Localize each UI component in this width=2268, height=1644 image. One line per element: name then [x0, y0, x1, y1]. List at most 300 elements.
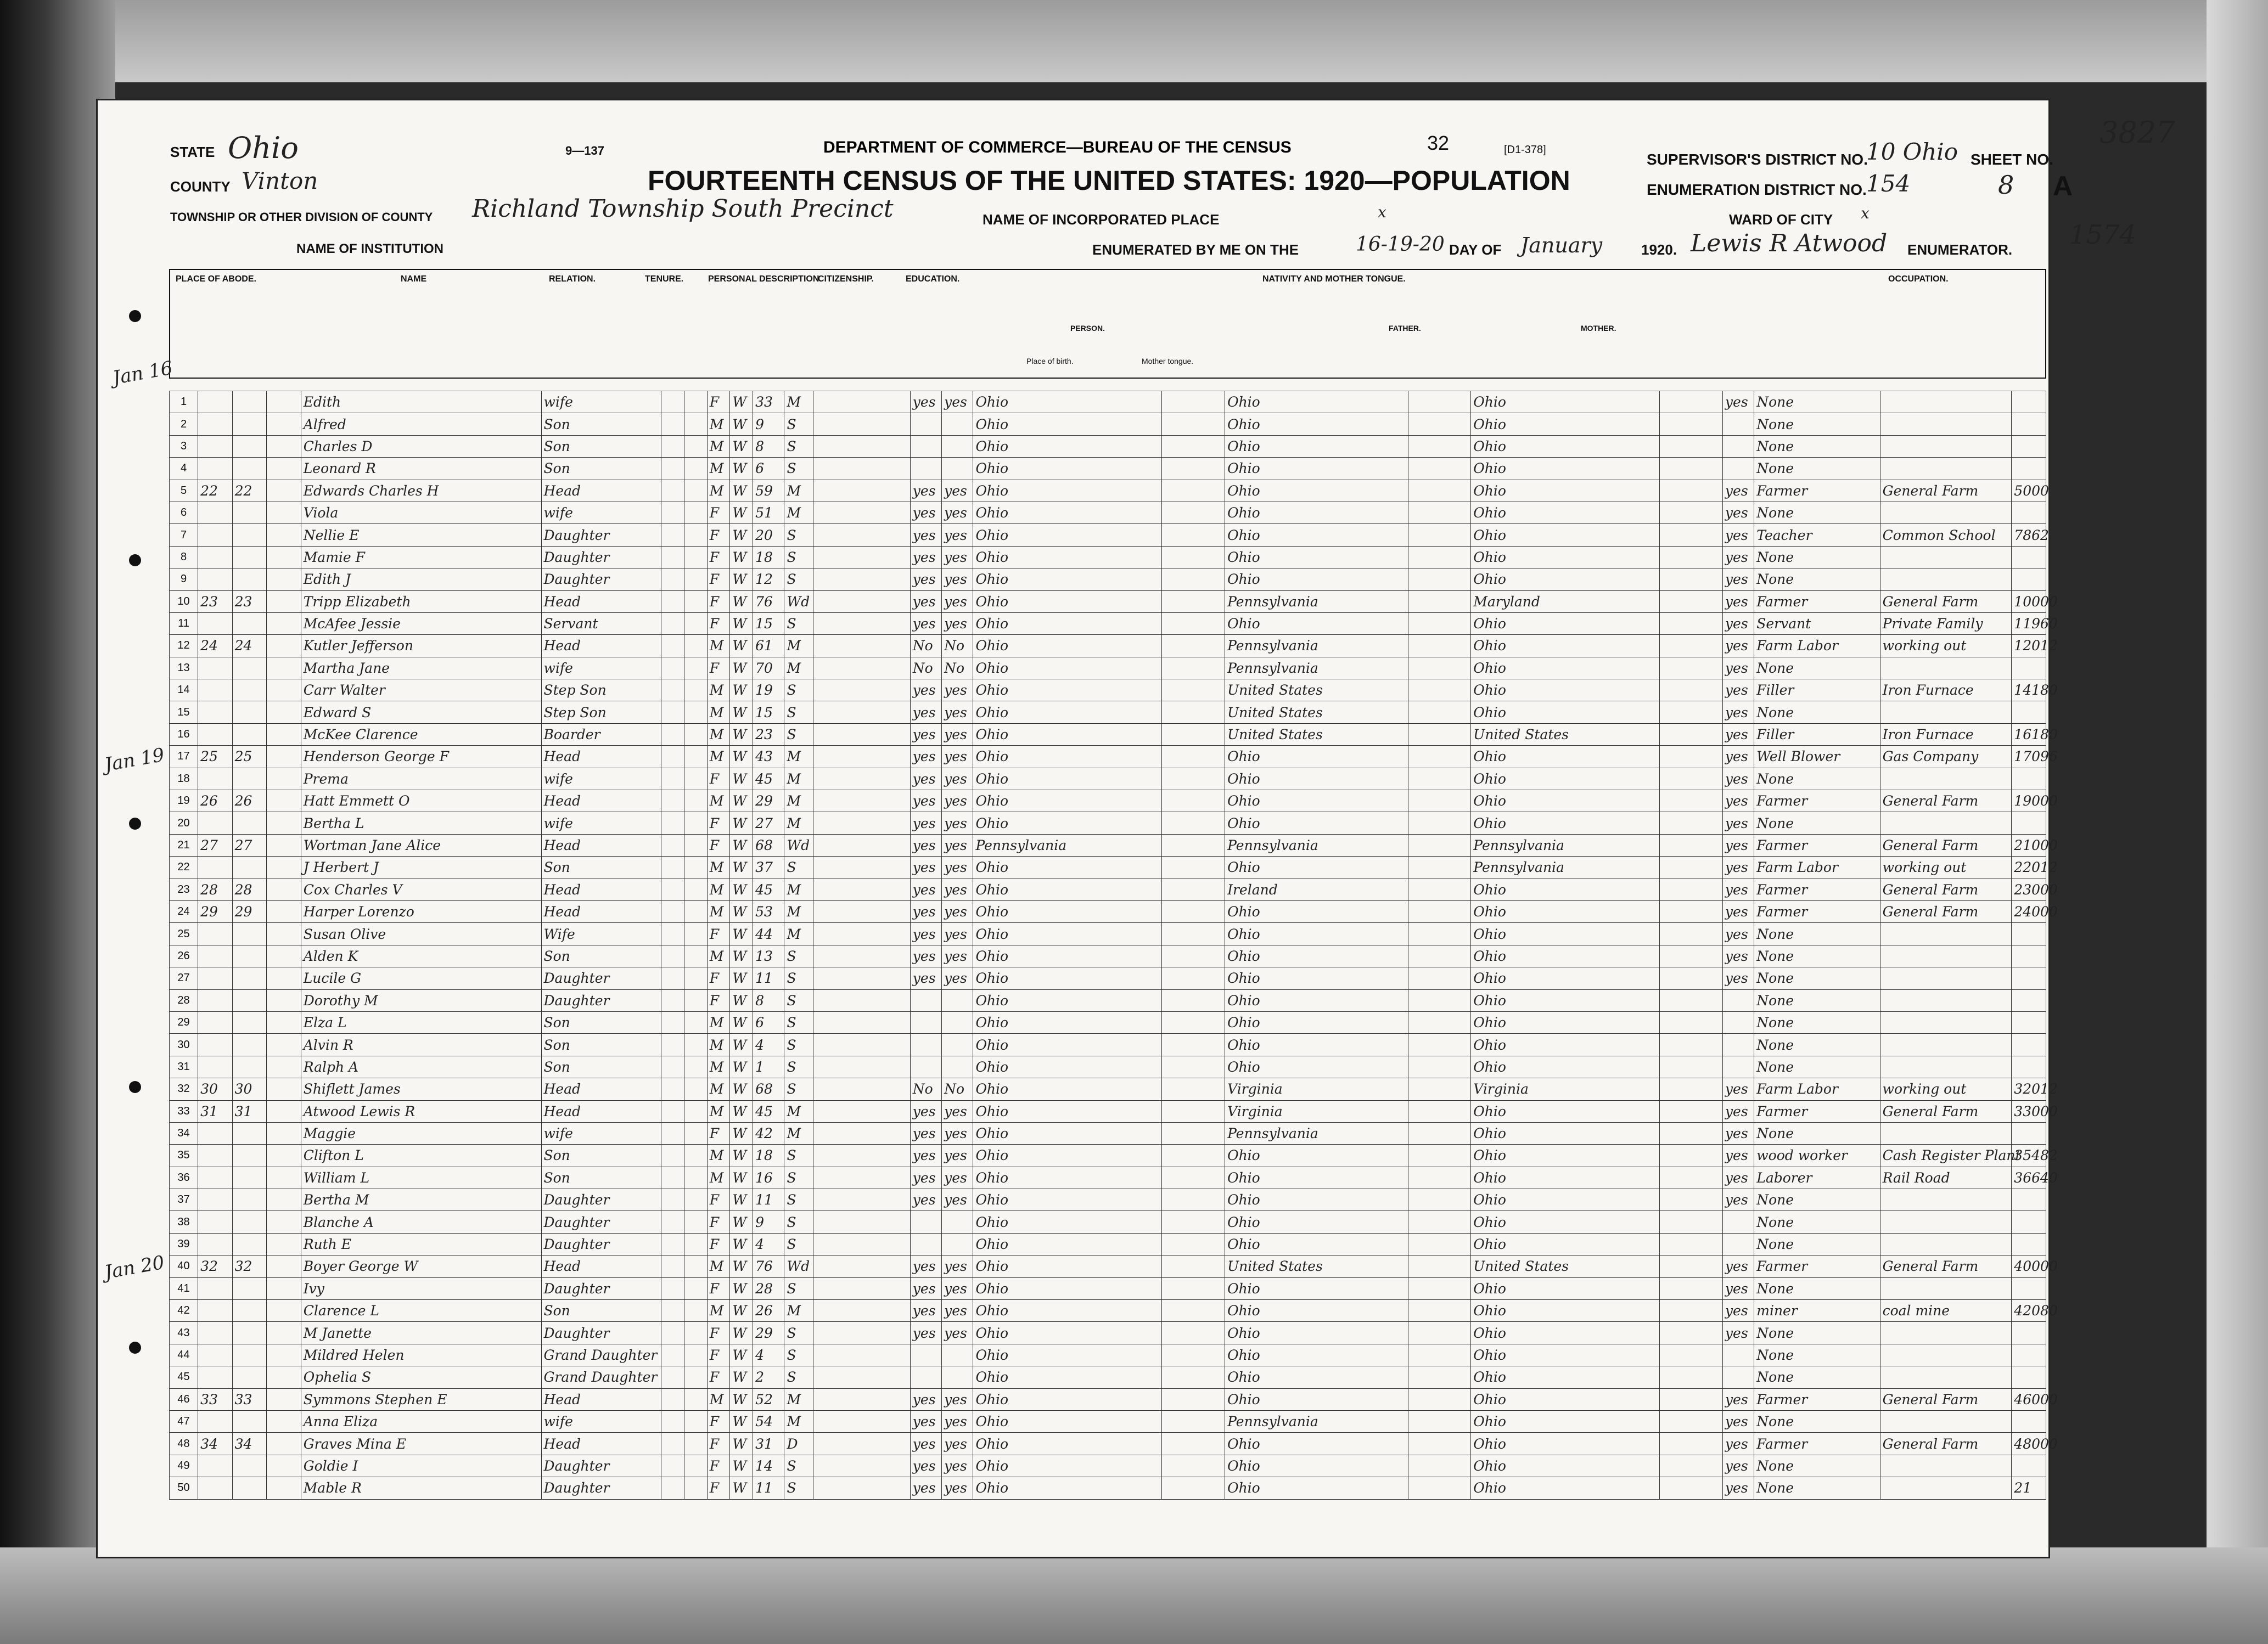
sex-cell: M: [707, 480, 730, 502]
race-cell: W: [730, 900, 753, 922]
age-cell: 12: [753, 568, 784, 590]
speaks-english-cell: yes: [1722, 679, 1754, 701]
father-tongue-cell: [1408, 1455, 1471, 1477]
township-label: TOWNSHIP OR OTHER DIVISION OF COUNTY: [170, 210, 433, 224]
census-row: [170, 546, 2046, 568]
right-margin-cell: [2012, 1211, 2046, 1233]
dwelling-number-cell: [198, 1277, 233, 1299]
person-name-cell: McKee Clarence: [301, 723, 541, 745]
mother-tongue-cell: [1162, 879, 1225, 900]
sheet-value: 8: [1998, 170, 2014, 200]
age-cell: 31: [753, 1433, 784, 1455]
dwelling-number-cell: [198, 1344, 233, 1366]
occupation-cell: None: [1754, 945, 1880, 967]
relation-cell: Head: [541, 790, 661, 812]
mother-birthplace-cell: Ohio: [1471, 1477, 1660, 1499]
tenure-cell: [661, 480, 684, 502]
dwelling-number-cell: 24: [198, 635, 233, 657]
father-tongue-cell: [1408, 546, 1471, 568]
speaks-english-cell: yes: [1722, 790, 1754, 812]
industry-cell: Common School: [1880, 524, 2012, 546]
father-birthplace-cell: Ohio: [1225, 1167, 1408, 1189]
mother-tongue2-cell: [1660, 679, 1723, 701]
age-cell: 11: [753, 1477, 784, 1499]
occupation-cell: Servant: [1754, 612, 1880, 634]
blank-cell: [267, 768, 301, 790]
enumerator-name: Lewis R Atwood: [1691, 229, 1888, 257]
mother-tongue2-cell: [1660, 1167, 1723, 1189]
family-number-cell: 34: [232, 1433, 267, 1455]
speaks-english-cell: [1722, 1344, 1754, 1366]
read-cell: yes: [910, 1255, 941, 1277]
line-number-cell: 10: [170, 590, 198, 612]
father-tongue-cell: [1408, 524, 1471, 546]
dwelling-number-cell: [198, 546, 233, 568]
write-cell: yes: [942, 879, 973, 900]
dwelling-number-cell: 23: [198, 590, 233, 612]
person-name-cell: Elza L: [301, 1011, 541, 1033]
tenure-cell: [661, 1167, 684, 1189]
industry-cell: [1880, 967, 2012, 989]
speaks-english-cell: yes: [1722, 1433, 1754, 1455]
occupation-cell: Farmer: [1754, 900, 1880, 922]
person-name-cell: Susan Olive: [301, 923, 541, 945]
mother-tongue-cell: [1162, 635, 1225, 657]
father-birthplace-cell: Ohio: [1225, 1011, 1408, 1033]
write-cell: yes: [942, 391, 973, 413]
mortgage-cell: [684, 1433, 708, 1455]
sex-cell: F: [707, 546, 730, 568]
family-number-cell: 24: [232, 635, 267, 657]
speaks-english-cell: yes: [1722, 834, 1754, 856]
col-place-of-birth: Place of birth.: [1026, 357, 1074, 365]
mother-birthplace-cell: Ohio: [1471, 657, 1660, 679]
speaks-english-cell: yes: [1722, 812, 1754, 834]
relation-cell: Son: [541, 1167, 661, 1189]
birthplace-cell: Ohio: [973, 723, 1162, 745]
citizenship-cell: [813, 1145, 910, 1167]
tenure-cell: [661, 1233, 684, 1255]
citizenship-cell: [813, 1322, 910, 1344]
tenure-cell: [661, 834, 684, 856]
citizenship-cell: [813, 1410, 910, 1432]
relation-cell: Daughter: [541, 568, 661, 590]
birthplace-cell: Ohio: [973, 458, 1162, 480]
industry-cell: [1880, 435, 2012, 457]
occupation-cell: None: [1754, 812, 1880, 834]
occupation-cell: Filler: [1754, 679, 1880, 701]
citizenship-cell: [813, 480, 910, 502]
mortgage-cell: [684, 1167, 708, 1189]
age-cell: 26: [753, 1300, 784, 1322]
father-tongue-cell: [1408, 746, 1471, 768]
speaks-english-cell: yes: [1722, 900, 1754, 922]
tenure-cell: [661, 768, 684, 790]
industry-cell: [1880, 657, 2012, 679]
mother-birthplace-cell: Ohio: [1471, 1100, 1660, 1122]
mother-birthplace-cell: Ohio: [1471, 1344, 1660, 1366]
father-birthplace-cell: Ohio: [1225, 1322, 1408, 1344]
sex-cell: F: [707, 1322, 730, 1344]
marital-status-cell: M: [784, 391, 813, 413]
read-cell: yes: [910, 1100, 941, 1122]
census-row: [170, 657, 2046, 679]
citizenship-cell: [813, 701, 910, 723]
marital-status-cell: S: [784, 524, 813, 546]
incorporated-place-label: NAME OF INCORPORATED PLACE: [983, 211, 1220, 228]
industry-cell: [1880, 989, 2012, 1011]
tenure-cell: [661, 1322, 684, 1344]
relation-cell: Daughter: [541, 1211, 661, 1233]
institution-label: NAME OF INSTITUTION: [296, 241, 444, 256]
marital-status-cell: M: [784, 768, 813, 790]
right-margin-cell: 36640: [2012, 1167, 2046, 1189]
citizenship-cell: [813, 1189, 910, 1211]
speaks-english-cell: yes: [1722, 768, 1754, 790]
father-birthplace-cell: Ohio: [1225, 612, 1408, 634]
right-margin-cell: 46000: [2012, 1388, 2046, 1410]
page-title: FOURTEENTH CENSUS OF THE UNITED STATES: 1920—POPULATION: [648, 165, 1570, 196]
father-birthplace-cell: Ohio: [1225, 435, 1408, 457]
supervisor-district-value: 10 Ohio: [1866, 138, 1958, 165]
speaks-english-cell: yes: [1722, 746, 1754, 768]
father-birthplace-cell: Ohio: [1225, 1034, 1408, 1056]
sex-cell: M: [707, 701, 730, 723]
father-birthplace-cell: Ohio: [1225, 1189, 1408, 1211]
mother-tongue-cell: [1162, 391, 1225, 413]
family-number-cell: [232, 768, 267, 790]
tenure-cell: [661, 1455, 684, 1477]
occupation-cell: None: [1754, 1344, 1880, 1366]
right-margin-cell: 11960: [2012, 612, 2046, 634]
line-number-cell: 45: [170, 1366, 198, 1388]
occupation-cell: None: [1754, 1122, 1880, 1144]
enumerated-label: ENUMERATED BY ME ON THE: [1092, 241, 1299, 258]
read-cell: yes: [910, 568, 941, 590]
father-birthplace-cell: Ohio: [1225, 1145, 1408, 1167]
sex-cell: F: [707, 1233, 730, 1255]
person-name-cell: Goldie I: [301, 1455, 541, 1477]
marital-status-cell: M: [784, 480, 813, 502]
census-row: [170, 1233, 2046, 1255]
family-number-cell: [232, 1011, 267, 1033]
right-margin-cell: 14180: [2012, 679, 2046, 701]
census-row: [170, 413, 2046, 435]
person-name-cell: Dorothy M: [301, 989, 541, 1011]
birthplace-cell: Ohio: [973, 1145, 1162, 1167]
occupation-cell: None: [1754, 1011, 1880, 1033]
col-group-tenure: TENURE.: [645, 274, 684, 284]
read-cell: No: [910, 635, 941, 657]
line-number-cell: 3: [170, 435, 198, 457]
race-cell: W: [730, 857, 753, 879]
right-margin-cell: [2012, 923, 2046, 945]
occupation-cell: Farmer: [1754, 1388, 1880, 1410]
col-person: PERSON.: [1070, 324, 1105, 333]
family-number-cell: [232, 1455, 267, 1477]
father-birthplace-cell: Ohio: [1225, 812, 1408, 834]
family-number-cell: [232, 1189, 267, 1211]
mother-tongue2-cell: [1660, 1078, 1723, 1100]
age-cell: 45: [753, 768, 784, 790]
age-cell: 11: [753, 1189, 784, 1211]
census-row: [170, 1477, 2046, 1499]
family-number-cell: 29: [232, 900, 267, 922]
person-name-cell: Ralph A: [301, 1056, 541, 1078]
census-row: [170, 1211, 2046, 1233]
father-tongue-cell: [1408, 1034, 1471, 1056]
industry-cell: General Farm: [1880, 1255, 2012, 1277]
mortgage-cell: [684, 1455, 708, 1477]
citizenship-cell: [813, 1011, 910, 1033]
marital-status-cell: M: [784, 923, 813, 945]
father-tongue-cell: [1408, 989, 1471, 1011]
right-margin-cell: [2012, 989, 2046, 1011]
tenure-cell: [661, 679, 684, 701]
write-cell: yes: [942, 524, 973, 546]
speaks-english-cell: [1722, 1366, 1754, 1388]
mother-birthplace-cell: Ohio: [1471, 790, 1660, 812]
father-tongue-cell: [1408, 1189, 1471, 1211]
family-number-cell: [232, 812, 267, 834]
age-cell: 53: [753, 900, 784, 922]
father-tongue-cell: [1408, 701, 1471, 723]
industry-cell: [1880, 923, 2012, 945]
father-tongue-cell: [1408, 1388, 1471, 1410]
dwelling-number-cell: [198, 524, 233, 546]
industry-cell: [1880, 1011, 2012, 1033]
dwelling-number-cell: 26: [198, 790, 233, 812]
citizenship-cell: [813, 989, 910, 1011]
marital-status-cell: S: [784, 1455, 813, 1477]
mother-birthplace-cell: Ohio: [1471, 923, 1660, 945]
father-tongue-cell: [1408, 1477, 1471, 1499]
person-name-cell: Viola: [301, 502, 541, 523]
mother-birthplace-cell: Ohio: [1471, 1366, 1660, 1388]
citizenship-cell: [813, 458, 910, 480]
census-row: [170, 435, 2046, 457]
blank-cell: [267, 967, 301, 989]
father-birthplace-cell: Pennsylvania: [1225, 1410, 1408, 1432]
age-cell: 27: [753, 812, 784, 834]
line-number-cell: 15: [170, 701, 198, 723]
person-name-cell: Martha Jane: [301, 657, 541, 679]
line-number-cell: 42: [170, 1300, 198, 1322]
census-row: [170, 679, 2046, 701]
mother-tongue2-cell: [1660, 546, 1723, 568]
race-cell: W: [730, 1366, 753, 1388]
mother-tongue2-cell: [1660, 502, 1723, 523]
person-name-cell: Wortman Jane Alice: [301, 834, 541, 856]
punch-hole-icon: [129, 310, 141, 322]
occupation-cell: Filler: [1754, 723, 1880, 745]
race-cell: W: [730, 546, 753, 568]
relation-cell: Head: [541, 746, 661, 768]
father-tongue-cell: [1408, 612, 1471, 634]
mother-tongue2-cell: [1660, 1145, 1723, 1167]
father-tongue-cell: [1408, 1211, 1471, 1233]
industry-cell: [1880, 413, 2012, 435]
family-number-cell: [232, 568, 267, 590]
birthplace-cell: Ohio: [973, 1189, 1162, 1211]
race-cell: W: [730, 1322, 753, 1344]
family-number-cell: [232, 1344, 267, 1366]
industry-cell: [1880, 1034, 2012, 1056]
right-margin-cell: [2012, 1322, 2046, 1344]
mother-tongue2-cell: [1660, 1344, 1723, 1366]
dwelling-number-cell: 25: [198, 746, 233, 768]
occupation-cell: Farmer: [1754, 834, 1880, 856]
person-name-cell: Cox Charles V: [301, 879, 541, 900]
father-tongue-cell: [1408, 1100, 1471, 1122]
speaks-english-cell: yes: [1722, 1300, 1754, 1322]
read-cell: yes: [910, 391, 941, 413]
read-cell: [910, 1366, 941, 1388]
birthplace-cell: Ohio: [973, 1255, 1162, 1277]
relation-cell: wife: [541, 812, 661, 834]
race-cell: W: [730, 1410, 753, 1432]
right-margin-cell: [2012, 1233, 2046, 1255]
age-cell: 18: [753, 546, 784, 568]
marital-status-cell: S: [784, 945, 813, 967]
person-name-cell: Maggie: [301, 1122, 541, 1144]
enumerator-label: ENUMERATOR.: [1907, 241, 2013, 258]
right-margin-cell: [2012, 1034, 2046, 1056]
blank-cell: [267, 1145, 301, 1167]
father-tongue-cell: [1408, 1277, 1471, 1299]
father-birthplace-cell: Pennsylvania: [1225, 635, 1408, 657]
line-number-cell: 2: [170, 413, 198, 435]
family-number-cell: [232, 1056, 267, 1078]
dwelling-number-cell: [198, 945, 233, 967]
mother-tongue2-cell: [1660, 590, 1723, 612]
birthplace-cell: Ohio: [973, 923, 1162, 945]
father-tongue-cell: [1408, 812, 1471, 834]
father-birthplace-cell: Pennsylvania: [1225, 657, 1408, 679]
birthplace-cell: Ohio: [973, 1388, 1162, 1410]
relation-cell: Head: [541, 1433, 661, 1455]
industry-cell: [1880, 1211, 2012, 1233]
mother-tongue-cell: [1162, 1189, 1225, 1211]
write-cell: yes: [942, 1122, 973, 1144]
family-number-cell: 30: [232, 1078, 267, 1100]
family-number-cell: [232, 435, 267, 457]
person-name-cell: Mildred Helen: [301, 1344, 541, 1366]
father-tongue-cell: [1408, 590, 1471, 612]
right-margin-cell: [2012, 391, 2046, 413]
dwelling-number-cell: 29: [198, 900, 233, 922]
mortgage-cell: [684, 1189, 708, 1211]
enumeration-district-label: ENUMERATION DISTRICT NO.: [1647, 181, 1867, 198]
read-cell: yes: [910, 1322, 941, 1344]
mortgage-cell: [684, 1322, 708, 1344]
right-margin-cell: 33000: [2012, 1100, 2046, 1122]
industry-cell: Iron Furnace: [1880, 723, 2012, 745]
occupation-cell: None: [1754, 546, 1880, 568]
relation-cell: Son: [541, 413, 661, 435]
mortgage-cell: [684, 480, 708, 502]
dwelling-number-cell: [198, 1477, 233, 1499]
right-margin-cell: [2012, 413, 2046, 435]
birthplace-cell: Ohio: [973, 1300, 1162, 1322]
write-cell: yes: [942, 679, 973, 701]
scan-background-top: [0, 0, 2268, 82]
margin-note-jan20: Jan 20: [103, 1251, 166, 1284]
read-cell: yes: [910, 1145, 941, 1167]
mortgage-cell: [684, 945, 708, 967]
race-cell: W: [730, 834, 753, 856]
col-group-relation: RELATION.: [549, 274, 596, 284]
mother-tongue2-cell: [1660, 657, 1723, 679]
dwelling-number-cell: 22: [198, 480, 233, 502]
tenure-cell: [661, 900, 684, 922]
birthplace-cell: Ohio: [973, 945, 1162, 967]
marital-status-cell: M: [784, 635, 813, 657]
citizenship-cell: [813, 857, 910, 879]
citizenship-cell: [813, 1056, 910, 1078]
mother-tongue2-cell: [1660, 1211, 1723, 1233]
blank-cell: [267, 1011, 301, 1033]
sex-cell: F: [707, 967, 730, 989]
mother-tongue-cell: [1162, 1455, 1225, 1477]
sex-cell: M: [707, 635, 730, 657]
marital-status-cell: S: [784, 1145, 813, 1167]
mother-tongue-cell: [1162, 1034, 1225, 1056]
family-number-cell: [232, 1366, 267, 1388]
race-cell: W: [730, 1034, 753, 1056]
occupation-cell: None: [1754, 1211, 1880, 1233]
sex-cell: M: [707, 1011, 730, 1033]
blank-cell: [267, 679, 301, 701]
read-cell: [910, 1034, 941, 1056]
write-cell: [942, 1034, 973, 1056]
age-cell: 59: [753, 480, 784, 502]
mother-tongue-cell: [1162, 1322, 1225, 1344]
tenure-cell: [661, 923, 684, 945]
person-name-cell: Alvin R: [301, 1034, 541, 1056]
father-tongue-cell: [1408, 435, 1471, 457]
birthplace-cell: Ohio: [973, 568, 1162, 590]
line-number-cell: 19: [170, 790, 198, 812]
right-margin-cell: [2012, 1277, 2046, 1299]
father-birthplace-cell: Ohio: [1225, 1388, 1408, 1410]
line-number-cell: 17: [170, 746, 198, 768]
mother-tongue2-cell: [1660, 1366, 1723, 1388]
read-cell: yes: [910, 546, 941, 568]
line-number-cell: 30: [170, 1034, 198, 1056]
age-cell: 68: [753, 1078, 784, 1100]
mother-birthplace-cell: United States: [1471, 723, 1660, 745]
birthplace-cell: Ohio: [973, 635, 1162, 657]
mother-birthplace-cell: Ohio: [1471, 458, 1660, 480]
mother-tongue2-cell: [1660, 1122, 1723, 1144]
occupation-cell: Well Blower: [1754, 746, 1880, 768]
age-cell: 20: [753, 524, 784, 546]
marital-status-cell: S: [784, 967, 813, 989]
relation-cell: Grand Daughter: [541, 1366, 661, 1388]
industry-cell: General Farm: [1880, 879, 2012, 900]
relation-cell: Daughter: [541, 1233, 661, 1255]
write-cell: [942, 1233, 973, 1255]
sex-cell: F: [707, 1211, 730, 1233]
census-table: [169, 391, 2058, 1500]
mother-tongue-cell: [1162, 923, 1225, 945]
father-birthplace-cell: United States: [1225, 1255, 1408, 1277]
read-cell: [910, 1233, 941, 1255]
right-margin-cell: 17096: [2012, 746, 2046, 768]
age-cell: 6: [753, 458, 784, 480]
person-name-cell: Leonard R: [301, 458, 541, 480]
